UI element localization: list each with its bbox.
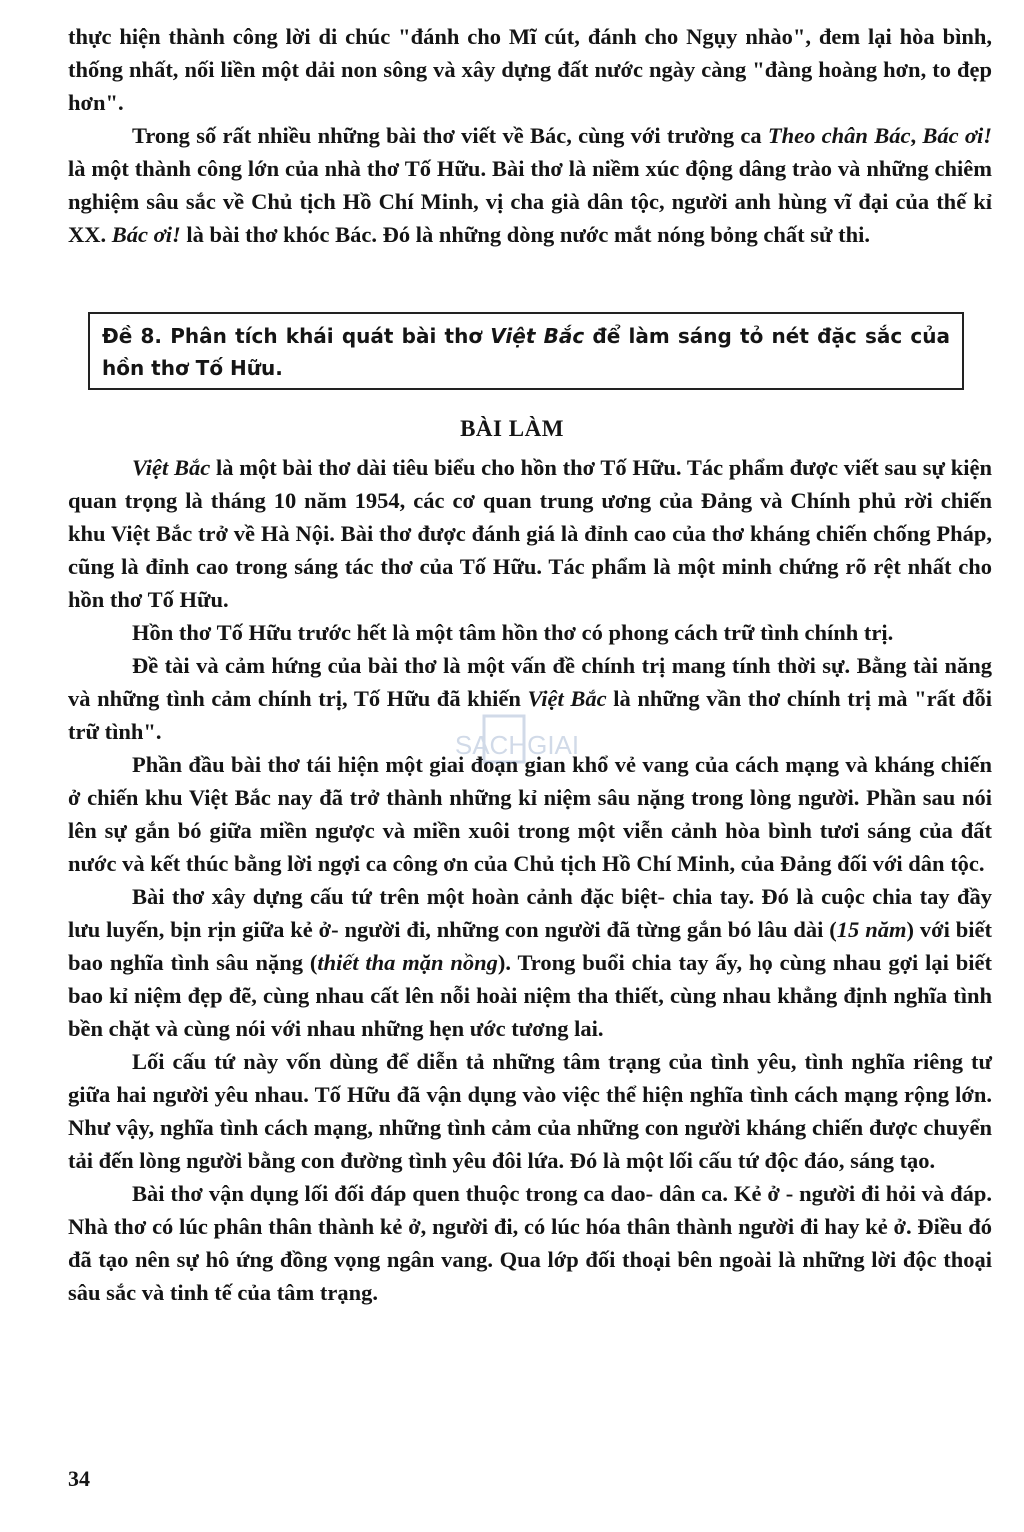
italic-run: 15 năm bbox=[836, 917, 907, 942]
text-run: Lối cấu tứ này vốn dùng để diễn tả những tâm trạng của tình yêu, tình nghĩa riêng tư giữa hai người yêu nhau. Tố Hữu đã vận dụng vào việc thể hiện nghĩa tình cách mạng rộng lớn. Như vậy, nghĩa tình cách mạng, những tình cảm của những con người kháng chiến được chuyển tải đến lòng người bằng con đường tình yêu đôi lứa. Đó là một lối cấu tứ độc đáo, sáng tạo. bbox=[68, 1049, 992, 1173]
text-run: là một thành công lớn của nhà thơ Tố Hữu. Bài thơ là niềm xúc động dâng trào và những chiêm nghiệm sâu sắc về Chủ tịch Hồ Chí Minh, vị cha già dân tộc, người anh hùng vĩ đại của thế kỉ XX. bbox=[68, 156, 992, 247]
exercise-prompt-box bbox=[88, 312, 964, 390]
italic-run: Bác ơi! bbox=[922, 123, 992, 148]
paragraph bbox=[68, 20, 992, 119]
italic-run: Việt Bắc bbox=[132, 455, 211, 480]
text-run: Đề 8. Phân tích khái quát bài thơ bbox=[102, 324, 491, 348]
text-run: Bài thơ vận dụng lối đối đáp quen thuộc trong ca dao- dân ca. Kẻ ở - người đi hỏi và đáp. Nhà thơ có lúc phân thân thành kẻ ở, người đi, có lúc hóa thân thành người đi hay kẻ ở. Điều đó đã tạo nên sự hô ứng đồng vọng ngân vang. Qua lớp đối thoại bên ngoài là những lời độc thoại sâu sắc và tinh tế của tâm trạng. bbox=[68, 1181, 992, 1305]
text-run: là những vần thơ chính trị mà "rất đỗi trữ tình". bbox=[68, 686, 992, 744]
paragraph bbox=[68, 649, 992, 748]
text-run: thực hiện thành công lời di chúc "đánh cho Mĩ cút, đánh cho Ngụy nhào", đem lại hòa bình, thống nhất, nối liền một dải non sông và xây dựng đất nước ngày càng "đàng hoàng hơn, to đẹp hơn". bbox=[68, 24, 992, 115]
page-number: 34 bbox=[68, 1466, 90, 1491]
paragraph bbox=[68, 748, 992, 880]
text-run: Đề tài và cảm hứng của bài thơ là một vấn đề chính trị mang tính thời sự. Bằng tài năng và những tình cảm chính trị, Tố Hữu đã khiến bbox=[68, 653, 992, 711]
paragraph bbox=[68, 1177, 992, 1309]
intro-text bbox=[68, 20, 992, 251]
paragraph bbox=[68, 451, 992, 616]
text-run: Phần đầu bài thơ tái hiện một giai đoạn gian khổ vẻ vang của cách mạng và kháng chiến ở chiến khu Việt Bắc nay đã trở thành những kỉ niệm sâu nặng trong lòng người. Phần sau nói lên sự gắn bó giữa miền ngược và miền xuôi trong một viễn cảnh hòa bình tươi sáng của đất nước và kết thúc bằng lời ngợi ca công ơn của Chủ tịch Hồ Chí Minh, của Đảng đối với dân tộc. bbox=[68, 752, 992, 876]
text-run: Trong số rất nhiều những bài thơ viết về Bác, cùng với trường ca bbox=[132, 123, 768, 148]
section-heading: BÀI LÀM bbox=[460, 416, 564, 441]
text-run: , bbox=[910, 123, 923, 148]
text-run: Bài thơ xây dựng cấu tứ trên một hoàn cảnh đặc biệt- chia tay. Đó là cuộc chia tay đầy lưu luyến, bịn rịn giữa kẻ ở- người đi, những con người đã từng gắn bó lâu dài ( bbox=[68, 884, 992, 942]
essay-text bbox=[68, 451, 992, 1309]
italic-run: thiết tha mặn nồng bbox=[317, 950, 498, 975]
text-run: Hồn thơ Tố Hữu trước hết là một tâm hồn thơ có phong cách trữ tình chính trị. bbox=[132, 620, 894, 645]
text-run: để làm sáng tỏ nét đặc sắc của hồn thơ Tố Hữu. bbox=[102, 324, 950, 380]
paragraph bbox=[68, 119, 992, 251]
paragraph bbox=[68, 616, 992, 649]
italic-run: Việt Bắc bbox=[490, 324, 585, 348]
italic-run: Theo chân Bác bbox=[767, 123, 911, 148]
text-run: ). Trong buổi chia tay ấy, họ cùng nhau gợi lại biết bao kỉ niệm đẹp đẽ, cùng nhau cất lên nỗi hoài niệm tha thiết, cùng nhau khẳng định nghĩa tình bền chặt và cùng nói với nhau những hẹn ước tương lai. bbox=[68, 950, 992, 1041]
italic-run: Bác ơi! bbox=[111, 222, 181, 247]
text-run: là bài thơ khóc Bác. Đó là những dòng nước mắt nóng bỏng chất sử thi. bbox=[180, 222, 871, 247]
paragraph bbox=[68, 880, 992, 1045]
exercise-prompt bbox=[102, 320, 950, 384]
watermark-text: SACHGIAI bbox=[454, 730, 580, 760]
italic-run: Việt Bắc bbox=[527, 686, 607, 711]
paragraph bbox=[68, 1045, 992, 1177]
text-run: là một bài thơ dài tiêu biểu cho hồn thơ Tố Hữu. Tác phẩm được viết sau sự kiện quan trọng là tháng 10 năm 1954, các cơ quan trung ương của Đảng và Chính phủ rời chiến khu Việt Bắc trở về Hà Nội. Bài thơ được đánh giá là đỉnh cao của thơ kháng chiến chống Pháp, cũng là đỉnh cao trong sáng tác thơ của Tố Hữu. Tác phẩm là một minh chứng rõ rệt nhất cho hồn thơ Tố Hữu. bbox=[68, 455, 992, 612]
text-run: ) với biết bao nghĩa tình sâu nặng ( bbox=[68, 917, 993, 975]
